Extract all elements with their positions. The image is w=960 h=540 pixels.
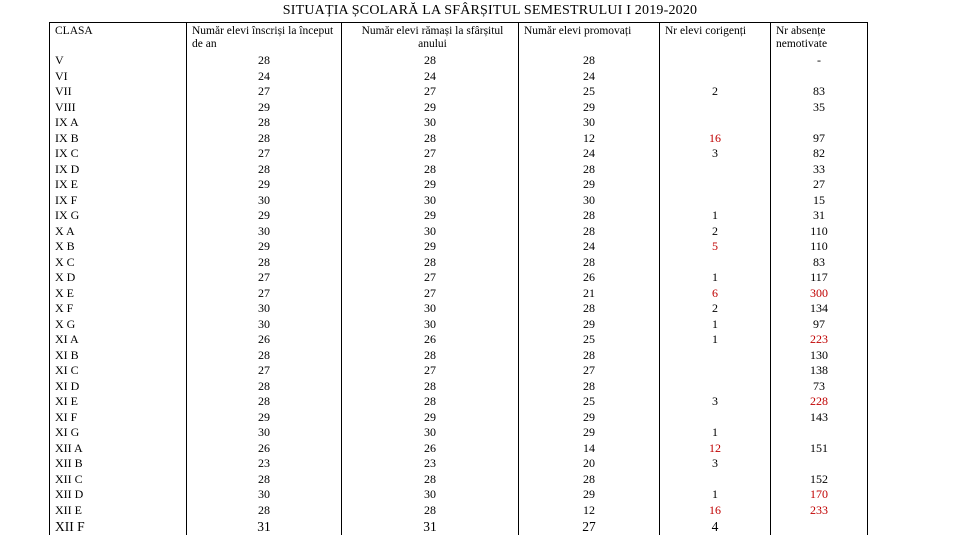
table-row (50, 503, 868, 519)
cell-inscrisi: 28 (187, 348, 342, 364)
cell-corigenti (660, 162, 771, 178)
cell-corigenti: 16 (660, 131, 771, 147)
table-row (50, 162, 868, 178)
table-row (50, 472, 868, 488)
cell-corigenti: 1 (660, 208, 771, 224)
cell-clasa: X A (50, 224, 187, 240)
cell-ramasi: 28 (342, 162, 519, 178)
table-row (50, 100, 868, 116)
cell-clasa: IX D (50, 162, 187, 178)
cell-clasa: XII E (50, 503, 187, 519)
cell-inscrisi: 29 (187, 239, 342, 255)
cell-absente: 15 (771, 193, 868, 209)
table-row (50, 379, 868, 395)
cell-inscrisi: 23 (187, 456, 342, 472)
cell-clasa: X G (50, 317, 187, 333)
cell-ramasi: 27 (342, 146, 519, 162)
cell-promovati: 29 (519, 410, 660, 426)
cell-promovati: 25 (519, 394, 660, 410)
cell-promovati: 29 (519, 100, 660, 116)
cell-absente (771, 456, 868, 472)
cell-inscrisi: 28 (187, 131, 342, 147)
cell-clasa: XII A (50, 441, 187, 457)
cell-absente: 138 (771, 363, 868, 379)
table-row (50, 410, 868, 426)
cell-promovati: 12 (519, 503, 660, 519)
cell-promovati: 28 (519, 301, 660, 317)
cell-ramasi: 28 (342, 131, 519, 147)
cell-corigenti: 1 (660, 317, 771, 333)
cell-corigenti (660, 363, 771, 379)
cell-corigenti: 1 (660, 332, 771, 348)
cell-promovati: 30 (519, 193, 660, 209)
cell-corigenti: 1 (660, 270, 771, 286)
cell-promovati: 29 (519, 487, 660, 503)
cell-ramasi: 29 (342, 239, 519, 255)
cell-absente: 228 (771, 394, 868, 410)
cell-absente: 152 (771, 472, 868, 488)
cell-promovati: 28 (519, 224, 660, 240)
cell-inscrisi: 28 (187, 255, 342, 271)
cell-promovati: 29 (519, 317, 660, 333)
cell-clasa: XII C (50, 472, 187, 488)
cell-clasa: IX E (50, 177, 187, 193)
cell-promovati: 14 (519, 441, 660, 457)
table-row (50, 69, 868, 85)
cell-inscrisi: 28 (187, 115, 342, 131)
cell-clasa: X C (50, 255, 187, 271)
cell-inscrisi: 30 (187, 487, 342, 503)
cell-inscrisi: 31 (187, 518, 342, 535)
cell-ramasi: 28 (342, 472, 519, 488)
cell-inscrisi: 30 (187, 301, 342, 317)
table-row (50, 270, 868, 286)
table-row (50, 317, 868, 333)
cell-absente: 134 (771, 301, 868, 317)
cell-promovati: 25 (519, 84, 660, 100)
cell-clasa: XI G (50, 425, 187, 441)
cell-absente: 83 (771, 255, 868, 271)
cell-clasa: IX C (50, 146, 187, 162)
cell-absente: 300 (771, 286, 868, 302)
cell-absente: 73 (771, 379, 868, 395)
cell-clasa: IX A (50, 115, 187, 131)
cell-absente: 143 (771, 410, 868, 426)
cell-ramasi: 29 (342, 410, 519, 426)
cell-absente: 110 (771, 224, 868, 240)
cell-absente: 223 (771, 332, 868, 348)
cell-absente: 97 (771, 131, 868, 147)
cell-inscrisi: 30 (187, 193, 342, 209)
table-row (50, 487, 868, 503)
cell-clasa: X B (50, 239, 187, 255)
cell-ramasi: 29 (342, 177, 519, 193)
cell-inscrisi: 30 (187, 425, 342, 441)
cell-inscrisi: 26 (187, 441, 342, 457)
cell-absente: 170 (771, 487, 868, 503)
table-row (50, 115, 868, 131)
cell-inscrisi: 28 (187, 53, 342, 69)
header-corigenti: Nr elevi corigenți (660, 23, 771, 54)
cell-clasa: XI E (50, 394, 187, 410)
cell-promovati: 24 (519, 239, 660, 255)
cell-ramasi: 27 (342, 286, 519, 302)
cell-clasa: XI C (50, 363, 187, 379)
cell-absente: 31 (771, 208, 868, 224)
header-ramasi: Număr elevi rămași la sfârșitul anului (342, 23, 519, 54)
cell-promovati: 24 (519, 69, 660, 85)
cell-promovati: 12 (519, 131, 660, 147)
cell-corigenti (660, 100, 771, 116)
cell-corigenti: 5 (660, 239, 771, 255)
cell-inscrisi: 29 (187, 177, 342, 193)
cell-ramasi: 23 (342, 456, 519, 472)
cell-ramasi: 29 (342, 208, 519, 224)
table-row (50, 456, 868, 472)
results-table (49, 22, 868, 535)
cell-clasa: IX B (50, 131, 187, 147)
cell-inscrisi: 29 (187, 410, 342, 426)
cell-promovati: 29 (519, 177, 660, 193)
cell-absente: 97 (771, 317, 868, 333)
cell-promovati: 30 (519, 115, 660, 131)
cell-corigenti: 2 (660, 301, 771, 317)
cell-inscrisi: 28 (187, 162, 342, 178)
cell-inscrisi: 28 (187, 379, 342, 395)
cell-absente: 35 (771, 100, 868, 116)
cell-corigenti (660, 379, 771, 395)
cell-inscrisi: 24 (187, 69, 342, 85)
table-row (50, 518, 868, 535)
cell-inscrisi: 30 (187, 224, 342, 240)
cell-clasa: X E (50, 286, 187, 302)
table-row (50, 177, 868, 193)
cell-ramasi: 24 (342, 69, 519, 85)
cell-clasa: IX G (50, 208, 187, 224)
table-row (50, 239, 868, 255)
cell-inscrisi: 27 (187, 84, 342, 100)
header-clasa: CLASA (50, 23, 187, 54)
cell-promovati: 26 (519, 270, 660, 286)
cell-ramasi: 30 (342, 487, 519, 503)
header-absente: Nr absențe nemotivate (771, 23, 868, 54)
table-row (50, 394, 868, 410)
table-row (50, 425, 868, 441)
cell-clasa: VI (50, 69, 187, 85)
cell-ramasi: 27 (342, 270, 519, 286)
table-row (50, 53, 868, 69)
cell-clasa: XII F (50, 518, 187, 535)
cell-corigenti: 16 (660, 503, 771, 519)
table-body (50, 53, 868, 535)
table-row (50, 146, 868, 162)
cell-promovati: 28 (519, 379, 660, 395)
table-row (50, 131, 868, 147)
cell-corigenti: 4 (660, 518, 771, 535)
cell-promovati: 27 (519, 363, 660, 379)
cell-promovati: 20 (519, 456, 660, 472)
cell-ramasi: 28 (342, 255, 519, 271)
cell-corigenti (660, 115, 771, 131)
cell-ramasi: 26 (342, 441, 519, 457)
cell-inscrisi: 27 (187, 363, 342, 379)
cell-ramasi: 28 (342, 348, 519, 364)
cell-corigenti: 2 (660, 84, 771, 100)
cell-promovati: 28 (519, 472, 660, 488)
cell-clasa: X F (50, 301, 187, 317)
cell-corigenti: 3 (660, 456, 771, 472)
cell-ramasi: 28 (342, 503, 519, 519)
table-row (50, 348, 868, 364)
table-row (50, 208, 868, 224)
cell-inscrisi: 30 (187, 317, 342, 333)
cell-corigenti (660, 193, 771, 209)
cell-ramasi: 30 (342, 224, 519, 240)
cell-corigenti: 3 (660, 146, 771, 162)
cell-ramasi: 30 (342, 317, 519, 333)
cell-ramasi: 30 (342, 425, 519, 441)
cell-clasa: VIII (50, 100, 187, 116)
cell-ramasi: 28 (342, 379, 519, 395)
page-title: SITUAȚIA ȘCOLARĂ LA SFÂRȘITUL SEMESTRULUI I 2019-2020 (282, 3, 698, 18)
cell-absente: 83 (771, 84, 868, 100)
cell-promovati: 24 (519, 146, 660, 162)
cell-clasa: XII D (50, 487, 187, 503)
cell-inscrisi: 29 (187, 100, 342, 116)
cell-promovati: 28 (519, 162, 660, 178)
cell-clasa: IX F (50, 193, 187, 209)
cell-corigenti: 12 (660, 441, 771, 457)
cell-ramasi: 26 (342, 332, 519, 348)
cell-absente (771, 425, 868, 441)
table-row (50, 332, 868, 348)
cell-promovati: 27 (519, 518, 660, 535)
cell-absente: 233 (771, 503, 868, 519)
cell-absente: 27 (771, 177, 868, 193)
table-row (50, 441, 868, 457)
cell-ramasi: 28 (342, 394, 519, 410)
cell-clasa: VII (50, 84, 187, 100)
header-inscrisi: Număr elevi înscriși la început de an (187, 23, 342, 54)
cell-promovati: 21 (519, 286, 660, 302)
cell-corigenti: 1 (660, 425, 771, 441)
cell-inscrisi: 28 (187, 503, 342, 519)
cell-inscrisi: 26 (187, 332, 342, 348)
cell-promovati: 29 (519, 425, 660, 441)
cell-absente: 151 (771, 441, 868, 457)
cell-inscrisi: 27 (187, 146, 342, 162)
cell-promovati: 28 (519, 208, 660, 224)
cell-ramasi: 29 (342, 100, 519, 116)
cell-clasa: V (50, 53, 187, 69)
cell-clasa: XI B (50, 348, 187, 364)
cell-promovati: 28 (519, 53, 660, 69)
table-header-row (50, 23, 868, 54)
cell-ramasi: 27 (342, 84, 519, 100)
cell-promovati: 28 (519, 255, 660, 271)
table-row (50, 84, 868, 100)
cell-corigenti (660, 348, 771, 364)
cell-absente: 110 (771, 239, 868, 255)
cell-ramasi: 28 (342, 53, 519, 69)
cell-absente: 117 (771, 270, 868, 286)
table-row (50, 301, 868, 317)
cell-ramasi: 30 (342, 115, 519, 131)
cell-absente: 33 (771, 162, 868, 178)
cell-absente (771, 69, 868, 85)
table-row (50, 224, 868, 240)
cell-corigenti (660, 472, 771, 488)
table-row (50, 363, 868, 379)
cell-ramasi: 30 (342, 301, 519, 317)
cell-inscrisi: 28 (187, 472, 342, 488)
cell-ramasi: 30 (342, 193, 519, 209)
cell-absente (771, 518, 868, 535)
cell-inscrisi: 27 (187, 286, 342, 302)
cell-promovati: 28 (519, 348, 660, 364)
header-promovati: Număr elevi promovați (519, 23, 660, 54)
cell-absente: 82 (771, 146, 868, 162)
cell-absente (771, 115, 868, 131)
cell-promovati: 25 (519, 332, 660, 348)
cell-clasa: XI F (50, 410, 187, 426)
cell-corigenti: 6 (660, 286, 771, 302)
cell-ramasi: 31 (342, 518, 519, 535)
cell-absente: - (771, 53, 868, 69)
cell-inscrisi: 29 (187, 208, 342, 224)
cell-corigenti (660, 255, 771, 271)
table-row (50, 255, 868, 271)
cell-corigenti (660, 177, 771, 193)
cell-corigenti: 3 (660, 394, 771, 410)
cell-clasa: XI A (50, 332, 187, 348)
cell-inscrisi: 28 (187, 394, 342, 410)
cell-inscrisi: 27 (187, 270, 342, 286)
cell-absente: 130 (771, 348, 868, 364)
cell-clasa: XII B (50, 456, 187, 472)
cell-corigenti: 2 (660, 224, 771, 240)
cell-clasa: XI D (50, 379, 187, 395)
table-row (50, 286, 868, 302)
cell-corigenti: 1 (660, 487, 771, 503)
cell-corigenti (660, 53, 771, 69)
cell-corigenti (660, 410, 771, 426)
cell-corigenti (660, 69, 771, 85)
table-row (50, 193, 868, 209)
cell-ramasi: 27 (342, 363, 519, 379)
cell-clasa: X D (50, 270, 187, 286)
